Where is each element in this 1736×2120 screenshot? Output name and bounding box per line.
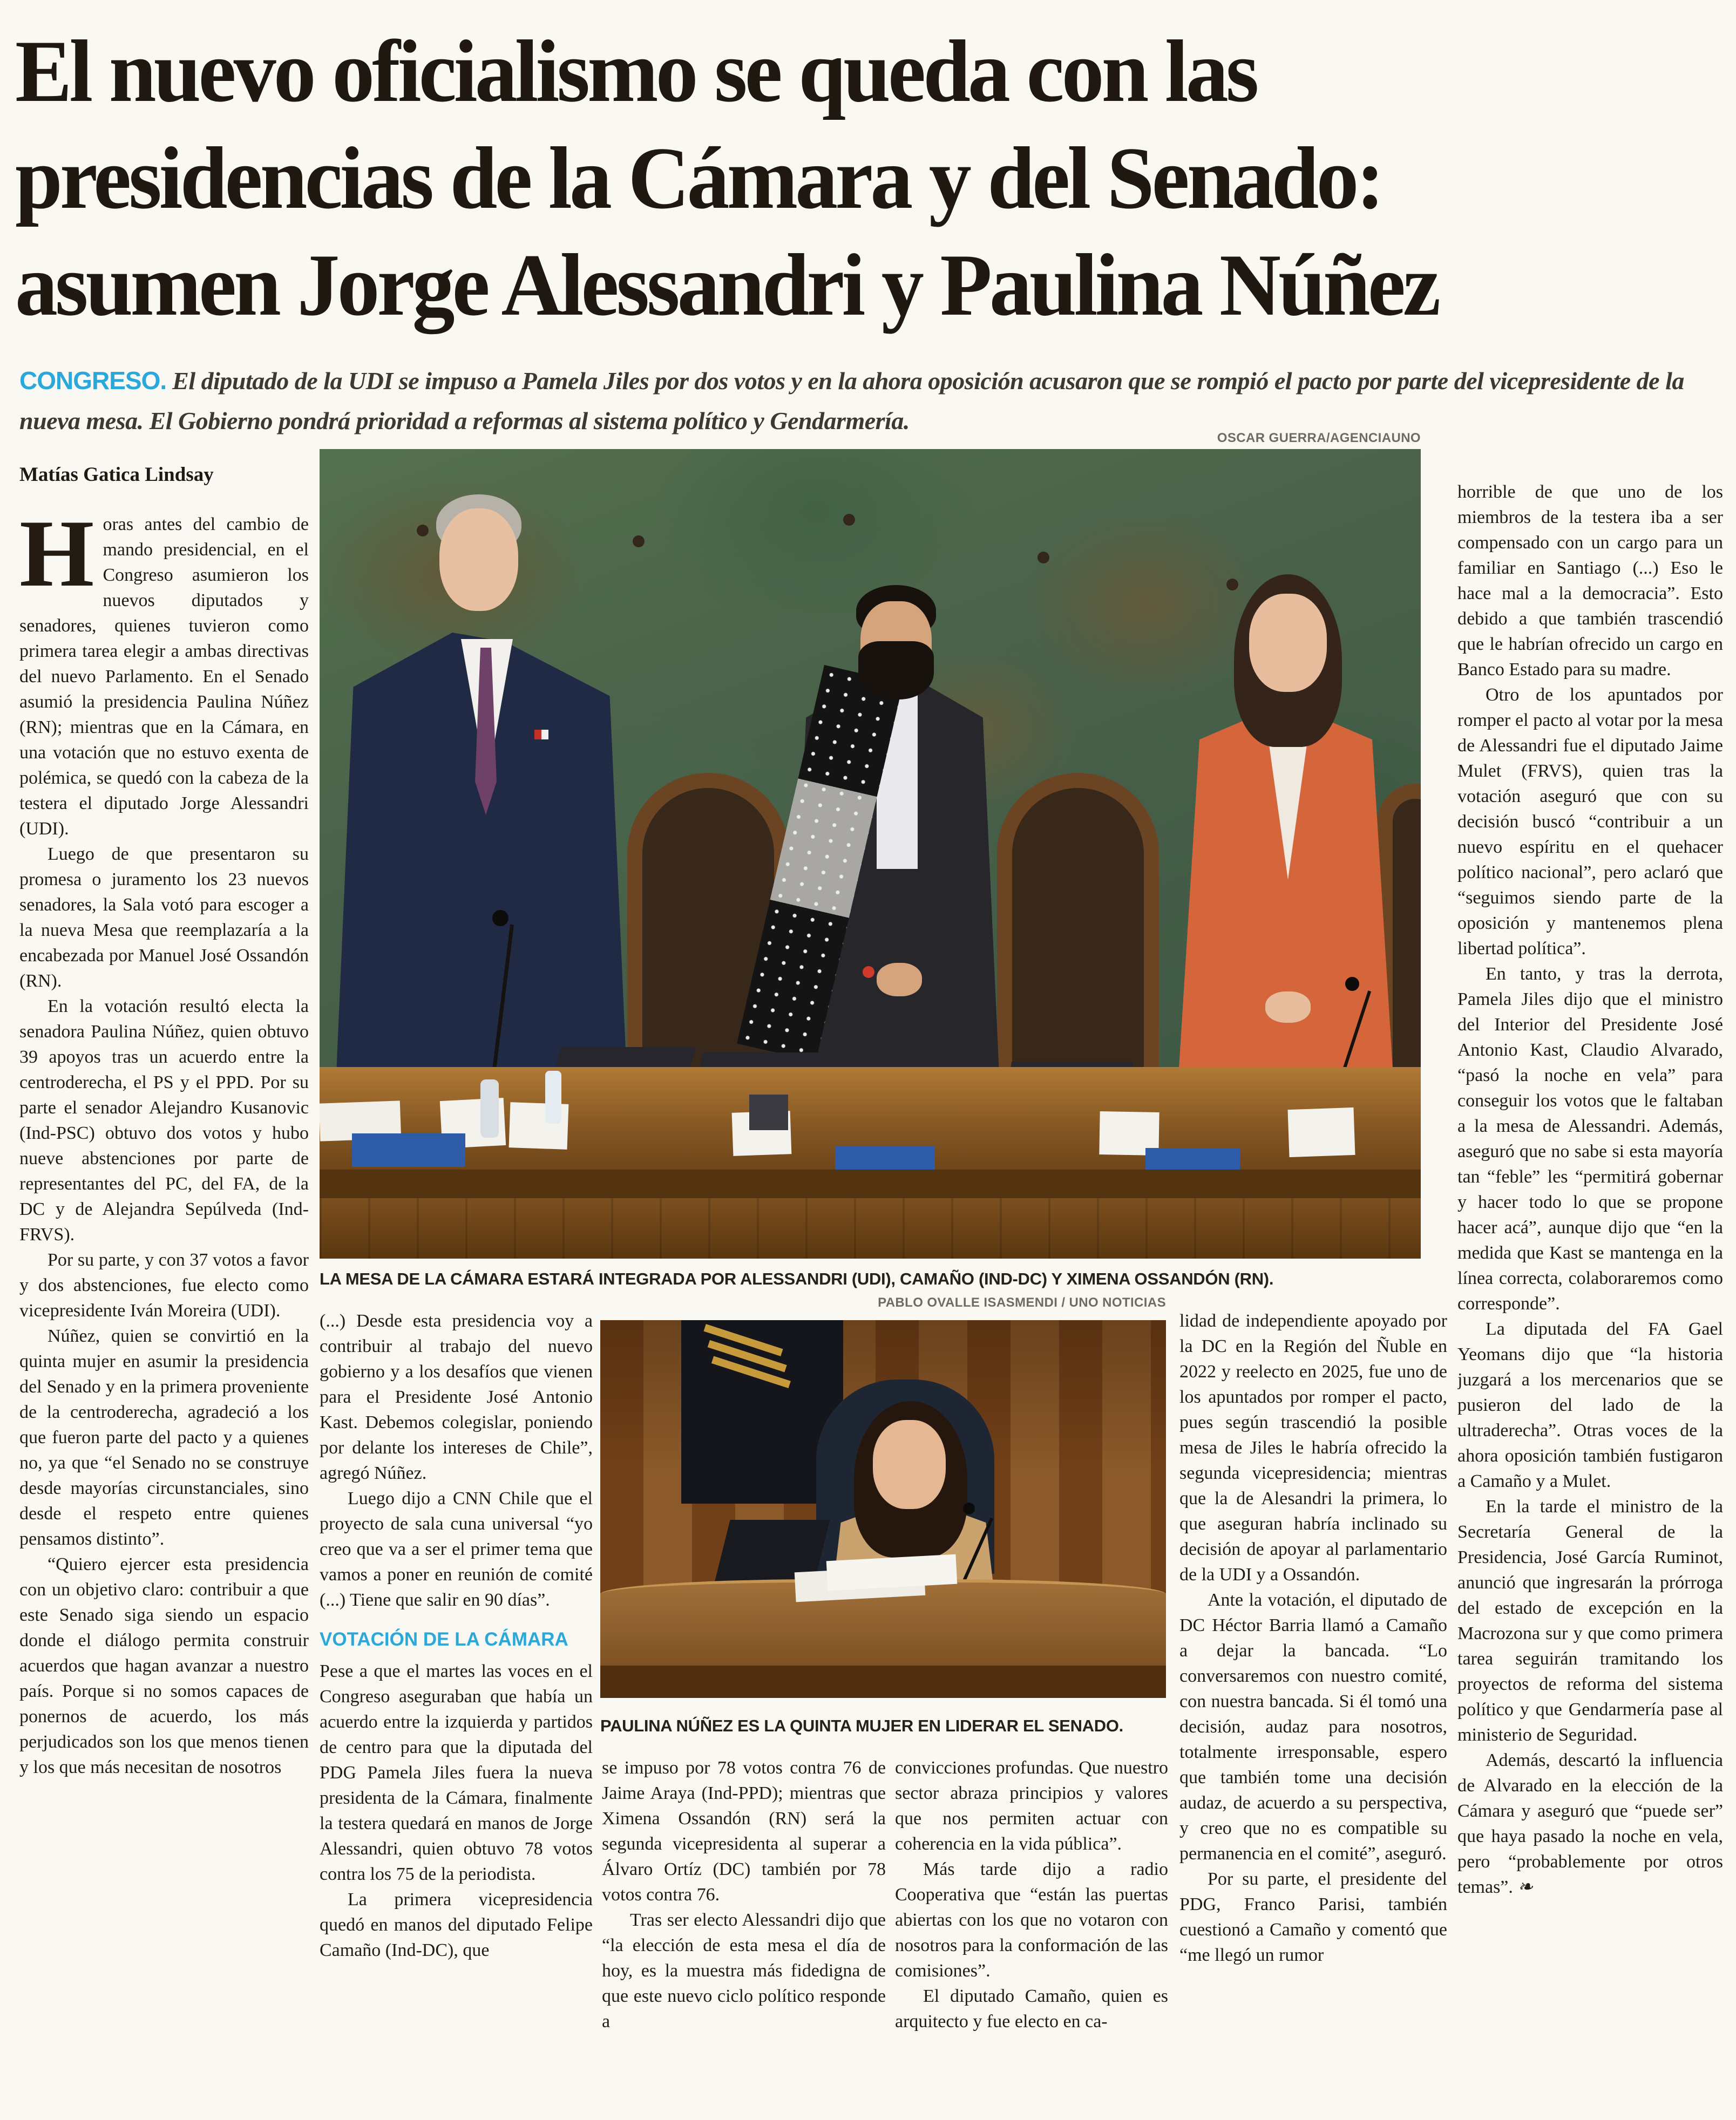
standfirst-text: El diputado de la UDI se impuso a Pamela Jiles por dos votos y en la ahora oposición acusaron que se rompió el pacto por parte del vicepresidente de la nueva mesa. El Gobierno pondrá prioridad a reformas al sistema político y Gendarmería. xyxy=(19,367,1684,434)
headline-line-3: asumen Jorge Alessandri y Paulina Núñez xyxy=(15,236,1439,335)
photo-credit-main: OSCAR GUERRA/AGENCIAUNO xyxy=(1217,431,1421,445)
standfirst xyxy=(19,361,1717,441)
paragraph: En tanto, y tras la derrota, Pamela Jiles dijo que el ministro del Interior del Presidente José Antonio Kast, Claudio Alvarado, “pasó la noche en vela” para conseguir los votos que le faltaban a la mesa de Alessandri. Además, aseguró que no sabe si esta mayoría tan “feble” les “permitirá gobernar y hacer todo lo que se propone hacer acá”, aunque dijo que “en la medida que Kast se mantenga en la línea correcta, colaboraremos como corresponde”. xyxy=(1457,964,1723,1314)
section-kicker: CONGRESO. xyxy=(19,366,167,395)
nunez-face xyxy=(873,1420,946,1509)
paragraph: El diputado Camaño, quien es arquitecto y fue electo en ca- xyxy=(895,1986,1168,2031)
laptop xyxy=(713,1520,830,1587)
paragraph: Tras ser electo Alessandri dijo que “la elección de esta mesa el día de hoy, es la muestra más fidedigna de que este nuevo ciclo político responde a xyxy=(602,1910,886,2031)
paragraph: se impuso por 78 votos contra 76 de Jaime Araya (Ind-PPD); mientras que Ximena Ossandón (RN) será la segunda vicepresidenta al superar a Álvaro Ortíz (DC) también por 78 votos contra 76. xyxy=(602,1758,886,1905)
paragraph: La primera vicepresidencia quedó en manos del diputado Felipe Camaño (Ind-DC), que xyxy=(320,1890,593,1960)
paragraph: La diputada del FA Gael Yeomans dijo que “la historia juzgará a los mercenarios que se pusieron del lado de la ultraderecha”. Otras voces de la ahora oposición también fustigaron a Camaño y a Mulet. xyxy=(1457,1319,1723,1491)
paragraph: Por su parte, el presidente del PDG, Franco Parisi, también cuestionó a Camaño y comentó que “me llegó un rumor xyxy=(1179,1869,1447,1965)
chair xyxy=(997,773,1159,1075)
paragraph: Núñez, quien se convirtió en la quinta mujer en asumir la presidencia del Senado y en la primera proveniente de la centroderecha, agradeció a los que fueron parte del pacto y a quienes no, ya que “el Senado no se construye desde mayorías circunstanciales, sino desde el respeto entre quienes pensamos distinto”. xyxy=(19,1326,309,1549)
paragraph: Luego dijo a CNN Chile que el proyecto de sala cuna universal “yo creo que va a ser el primer tema que vamos a poner en reunión de comité (...) Tiene que salir en 90 días”. xyxy=(320,1489,593,1610)
desk-edge xyxy=(320,1170,1421,1199)
drop-cap: H xyxy=(19,512,94,607)
headline xyxy=(15,16,1721,337)
paragraph: “Quiero ejercer esta presidencia con un objetivo claro: contribuir a que este Senado siga siendo un espacio donde el diálogo permita construir acuerdos que hagan avanzar a nuestro país. Porque si no somos capaces de ponernos de acuerdo, los más perjudicados son los que menos tienen y los que más necesitan de nosotros xyxy=(19,1554,309,1777)
article-column-4 xyxy=(895,1755,1168,2106)
paragraph: horrible de que uno de los miembros de la testera iba a ser compensado con un cargo para un familiar en Santiago (...) Eso le hace mal a la democracia”. Esto debido a que también trascendió que le habrían ofrecido un cargo en Banco Estado para su madre. xyxy=(1457,482,1723,680)
figure-center-hands xyxy=(877,963,922,996)
article-column-2 xyxy=(320,1308,593,2106)
paragraph: En la votación resultó electa la senadora Paulina Núñez, quien obtuvo 39 apoyos tras un acuerdo entre la centroderecha, el PS y el PPD. Por su parte el senador Alejandro Kusanovic (Ind-PSC) obtuvo dos votos y hubo nueve abstenciones por parte de representantes del PC, del FA, de la DC y de Alejandra Sepúlveda (Ind-FRVS). xyxy=(19,996,309,1245)
figure-center-watch xyxy=(863,966,874,978)
paragraph: Otro de los apuntados por romper el pacto al votar por la mesa de Alessandri fue el diputado Jaime Mulet (FRVS), quien tras la votación aseguró que con su decisión buscó “contribuir a un nuevo espíritu en el quehacer político nacional”, pero aclaró que “seguimos siendo parte de la oposición y mantenemos plena libertad política”. xyxy=(1457,685,1723,959)
figure-left-flag-pin xyxy=(534,730,548,739)
figure-right-hands xyxy=(1265,991,1311,1023)
paragraph: (...) Desde esta presidencia voy a contribuir al trabajo del nuevo gobierno y a los desafíos que vienen para el Presidente José Antonio Kast. Debemos colegislar, poniendo por delante los intereses de Chile”, agregó Núñez. xyxy=(320,1311,593,1483)
desk-front-rail xyxy=(320,1198,1421,1259)
blue-folder xyxy=(352,1133,465,1167)
paragraph xyxy=(19,512,309,841)
byline: Matías Gatica Lindsay xyxy=(19,464,214,486)
headline-line-1: El nuevo oficialismo se queda con las xyxy=(15,22,1257,121)
notepad xyxy=(1288,1107,1355,1157)
photo-caption-main: LA MESA DE LA CÁMARA ESTARÁ INTEGRADA POR ALESSANDRI (UDI), CAMAÑO (IND-DC) Y XIMENA OSSANDÓN (RN). xyxy=(320,1269,1274,1288)
paragraph: Pese a que el martes las voces en el Congreso aseguraban que había un acuerdo entre la izquierda y partidos de centro para que la diputada del PDG Pamela Jiles fuera la nueva presidenta de la Cámara, finalmente la testera quedará en manos de Jorge Alessandri, quien obtuvo 78 votos contra los 75 de la periodista. xyxy=(320,1661,593,1884)
figure-center-beard xyxy=(858,641,934,699)
paragraph: lidad de independiente apoyado por la DC en la Región del Ñuble en 2022 y reelecto en 2025, fue uno de los apuntados por romper el pacto, pues según trascendió la posible mesa de Jiles le habría ofrecido la segunda vicepresidencia; mientras que la de Alesandri la primera, lo que aseguran habría inclinado su decisión de apoyar al parlamentario de la UDI y a Ossandón. xyxy=(1179,1311,1447,1585)
section-subhead: VOTACIÓN DE LA CÁMARA xyxy=(320,1629,568,1650)
sanitizer-bottle xyxy=(480,1079,499,1138)
figure-left-head xyxy=(439,508,518,611)
pen-cup xyxy=(749,1095,788,1130)
paragraph: En la tarde el ministro de la Secretaría General de la Presidencia, José García Ruminot, anunció que ingresarán la prórroga del estado de excepción en la Macrozona sur y que como primera tarea seguirán tramitando los proyectos de reforma del sistema político y que Gendarmería pase al ministerio de Seguridad. xyxy=(1457,1497,1723,1745)
figure-right-head xyxy=(1249,594,1327,692)
wall-rivets xyxy=(417,525,429,536)
paragraph xyxy=(1457,1748,1723,1900)
main-photo xyxy=(320,449,1421,1259)
photo-caption-secondary: PAULINA NÚÑEZ ES LA QUINTA MUJER EN LIDERAR EL SENADO. xyxy=(600,1716,1123,1735)
article-column-3 xyxy=(602,1755,886,2106)
secondary-photo xyxy=(600,1320,1166,1698)
paragraph: Ante la votación, el diputado de DC Héctor Barria llamó a Camaño a dejar la bancada. “Lo conversaremos con nuestro comité, con nuestra bancada. Si él tomó una decisión, audaz para nosotros, totalmente irresponsable, espero que también tome una decisión audaz, de acuerdo a su perspectiva, y creo que no es compatible su permanencia en el comité”, aseguró. xyxy=(1179,1590,1447,1864)
article-column-5 xyxy=(1179,1308,1447,2106)
paragraph-text: oras antes del cambio de mando presidencial, en el Congreso asumieron los nuevos diputados y senadores, quienes tuvieron como primera tarea elegir a ambas directivas del nuevo Parlamento. En el Senado asumió la presidencia Paulina Núñez (RN); mientras que en la Cámara, en una votación que no estuvo exenta de polémica, se quedó con la cabeza de la testera el diputado Jorge Alessandri (UDI). xyxy=(19,514,309,839)
paragraph-text: Además, descartó la influencia de Alvarado en la elección de la Cámara y aseguró que “puede ser” que haya pasado la noche en vela, pero “probablemente por otros temas”. xyxy=(1457,1750,1723,1897)
bench-front xyxy=(600,1666,1166,1698)
paragraph: Más tarde dijo a radio Cooperativa que “están las puertas abiertas con los que no votaron con nosotros para la conformación de las comisiones”. xyxy=(895,1859,1168,1981)
paragraph: convicciones profundas. Que nuestro sector abraza principios y valores que nos permiten actuar con coherencia en la vida pública”. xyxy=(895,1758,1168,1854)
water-bottle xyxy=(545,1071,561,1124)
microphone-head xyxy=(1345,977,1359,991)
microphone-head xyxy=(963,1503,975,1514)
article-column-6 xyxy=(1457,479,1723,2106)
end-of-article-mark: ❧ xyxy=(1517,1877,1533,1897)
article-column-1 xyxy=(19,512,309,2105)
microphone-head xyxy=(492,910,508,926)
paragraph: Por su parte, y con 37 votos a favor y dos abstenciones, fue electo como vicepresidente Iván Moreira (UDI). xyxy=(19,1250,309,1321)
headline-line-2: presidencias de la Cámara y del Senado: xyxy=(15,129,1382,228)
paragraph: Luego de que presentaron su promesa o juramento los 23 nuevos senadores, la Sala votó para escoger a la nueva Mesa que reemplazaría a la encabezada por Manuel José Ossandón (RN). xyxy=(19,844,309,991)
photo-credit-secondary: PABLO OVALLE ISASMENDI / UNO NOTICIAS xyxy=(878,1295,1166,1310)
